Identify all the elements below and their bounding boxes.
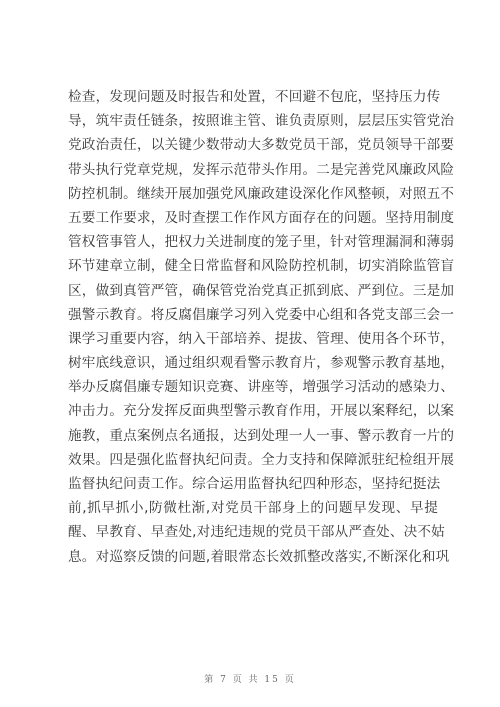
text-line: 树牢底线意识，通过组织观看警示教育片，参观警示教育基地， <box>68 355 455 372</box>
text-line: 检查，发现问题及时报告和处置，不回避不包庇，坚持压力传 <box>68 89 441 105</box>
text-line: 区，做到真管严管，确保管党治党真正抓到底、严到位。三是加 <box>68 282 455 299</box>
text-line: 举办反腐倡廉专题知识竞赛、讲座等，增强学习活动的感染力、 <box>68 379 455 396</box>
body-text <box>68 85 455 569</box>
text-line: 五要工作要求，及时查摆工作作风方面存在的问题。坚持用制度 <box>68 209 455 226</box>
text-line: 冲击力。充分发挥反面典型警示教育作用，开展以案释纪，以案 <box>68 403 455 420</box>
text-line: 监督执纪问责工作。综合运用监督执纪四种形态，坚持纪挺法 <box>68 476 441 492</box>
text-line: 醒、早教育、早查处,对违纪违规的党员干部从严查处、决不姑 <box>68 524 445 541</box>
text-line: 课学习重要内容，纳入干部培养、提拔、管理、使用各个环节， <box>68 330 455 347</box>
text-line: 息。对巡察反馈的问题,着眼常态长效抓整改落实,不断深化和巩 <box>68 548 450 565</box>
text-line: 前,抓早抓小,防微杜渐,对党员干部身上的问题早发现、早提 <box>68 500 438 517</box>
text-line: 管权管事管人，把权力关进制度的笼子里，针对管理漏洞和薄弱 <box>68 234 455 251</box>
text-line: 防控机制。继续开展加强党风廉政建设深化作风整顿，对照五不 <box>68 185 455 202</box>
text-line: 施教，重点案例点名通报，达到处理一人一事、警示教育一片的 <box>68 427 455 444</box>
text-line: 党政治责任，以关键少数带动大多数党员干部，党员领导干部要 <box>68 137 455 154</box>
text-line: 导，筑牢责任链条，按照谁主管、谁负责原则，层层压实管党治 <box>68 113 455 130</box>
text-line: 环节建章立制，健全日常监督和风险防控机制，切实消除监管盲 <box>68 258 455 275</box>
text-line: 效果。四是强化监督执纪问责。全力支持和保障派驻纪检组开展 <box>68 451 455 468</box>
page-number-footer: 第 7 页 共 15 页 <box>204 675 296 685</box>
text-line: 带头执行党章党规，发挥示范带头作用。二是完善党风廉政风险 <box>68 161 455 178</box>
text-line: 强警示教育。将反腐倡廉学习列入党委中心组和各党支部三会一 <box>68 306 455 323</box>
